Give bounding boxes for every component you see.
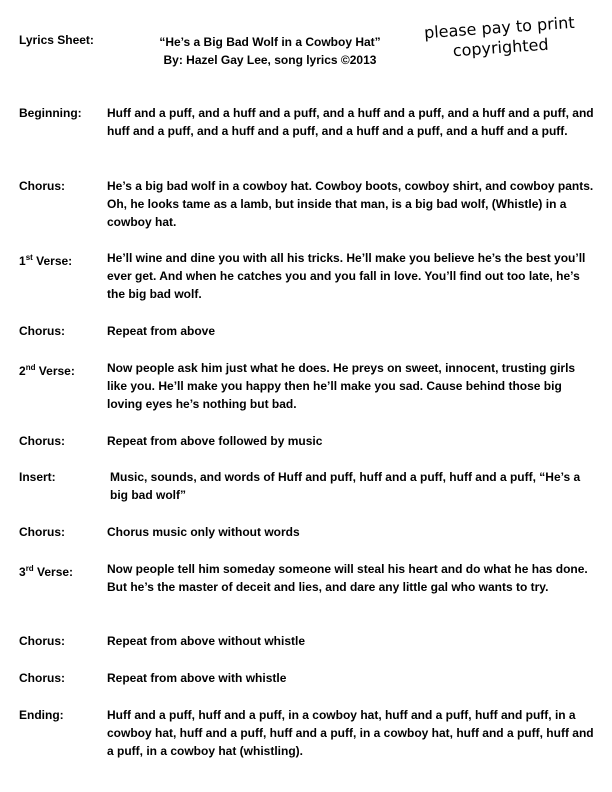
- section-label: Insert:: [19, 470, 56, 484]
- section-text: Repeat from above with whistle: [107, 671, 287, 685]
- verse-number: 2: [19, 364, 26, 378]
- copyright-notice-line1: please pay to print: [423, 12, 576, 43]
- section-text: Huff and a puff, huff and a puff, in a cowboy hat, huff and a puff, huff and puff, in a cowboy hat, huff and a puff, huff and a puff, in a cowboy hat, huff and a puff, huff and a puff, in a cowboy hat (whistling).: [107, 708, 594, 758]
- verse-word: Verse:: [35, 364, 75, 378]
- section-text: Music, sounds, and words of Huff and puff, huff and a puff, huff and a puff, “He’s a big bad wolf”: [110, 470, 581, 502]
- section-text: Repeat from above followed by music: [107, 434, 323, 448]
- verse-ordinal-suffix: st: [25, 253, 33, 262]
- section-label: [19, 249, 107, 270]
- verse-number: 3: [19, 565, 26, 579]
- song-byline: By: Hazel Gay Lee, song lyrics ©2013: [163, 53, 377, 67]
- verse-number: 1: [19, 254, 26, 268]
- section-label: [19, 359, 107, 380]
- section-text: He’ll wine and dine you with all his tricks. He’ll make you believe he’s the best you’ll ever get. And when he catches you and you fall in love. You’ll find out too late, he’s the big bad wolf.: [107, 251, 586, 301]
- section-text: Now people tell him someday someone will steal his heart and do what he has done. But he’s the master of deceit and lies, and dare any little gal who wants to try.: [107, 562, 588, 594]
- verse-word: Verse:: [32, 254, 73, 268]
- section-text: Now people ask him just what he does. He preys on sweet, innocent, trusting girls like you. He’ll make you happy then he’ll make you sad. Cause behind those big loving eyes he’s nothing but bad.: [107, 361, 576, 411]
- section-label: [19, 560, 107, 581]
- song-title-block: [140, 33, 400, 69]
- song-title: “He’s a Big Bad Wolf in a Cowboy Hat”: [159, 35, 381, 49]
- section-text: Repeat from above without whistle: [107, 634, 306, 648]
- lyrics-sheet-label: Lyrics Sheet:: [19, 33, 94, 47]
- section-label: Chorus:: [19, 671, 65, 685]
- section-label: Ending:: [19, 708, 64, 722]
- verse-ordinal-suffix: nd: [25, 363, 36, 372]
- verse-word: Verse:: [33, 565, 74, 579]
- section-label: Chorus:: [19, 525, 65, 539]
- section-text: He’s a big bad wolf in a cowboy hat. Cowboy boots, cowboy shirt, and cowboy pants. Oh, he looks tame as a lamb, but inside that man, is a big bad wolf, (Whistle) in a cowboy hat.: [107, 179, 594, 229]
- section-text: Huff and a puff, and a huff and a puff, and a huff and a puff, and a huff and a puff, and huff and a puff, and a huff and a puff, and a huff and a puff, and a huff and a puff.: [107, 106, 594, 138]
- verse-ordinal-suffix: rd: [25, 564, 34, 573]
- section-label: Chorus:: [19, 324, 65, 338]
- section-label: Chorus:: [19, 179, 65, 193]
- section-label: Chorus:: [19, 434, 65, 448]
- copyright-notice: [399, 11, 601, 65]
- copyright-notice-line2: copyrighted: [452, 34, 550, 61]
- section-label: Chorus:: [19, 634, 65, 648]
- section-text: Chorus music only without words: [107, 525, 300, 539]
- section-text: Repeat from above: [107, 324, 216, 338]
- section-label: Beginning:: [19, 106, 82, 120]
